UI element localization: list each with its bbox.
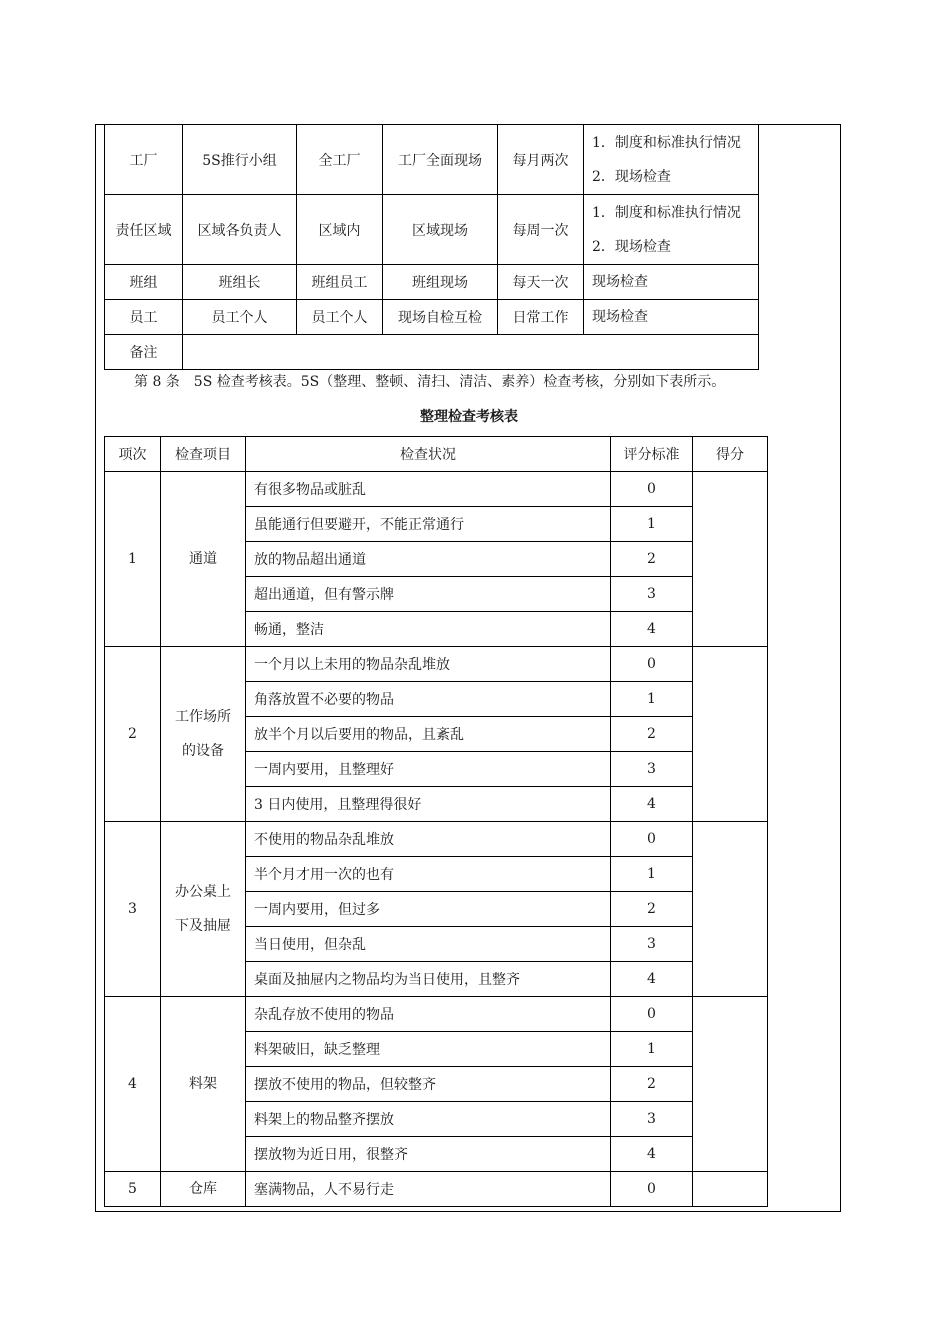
status-description: 角落放置不必要的物品 bbox=[246, 682, 611, 717]
status-description: 不使用的物品杂乱堆放 bbox=[246, 822, 611, 857]
table-row bbox=[105, 472, 768, 507]
item-number: 4 bbox=[105, 997, 161, 1172]
schedule-frequency: 每天一次 bbox=[498, 265, 584, 300]
status-description: 塞满物品，人不易行走 bbox=[246, 1172, 611, 1207]
standard-points: 1 bbox=[611, 507, 693, 542]
item-name-line: 通道 bbox=[189, 551, 217, 567]
schedule-scope: 区域内 bbox=[297, 195, 383, 265]
item-number: 2 bbox=[105, 647, 161, 822]
item-name-line: 办公桌上 bbox=[175, 884, 231, 900]
standard-points: 1 bbox=[611, 682, 693, 717]
schedule-content bbox=[584, 195, 759, 265]
content-line: 现场检查 bbox=[592, 309, 648, 325]
status-description: 3 日内使用，且整理得很好 bbox=[246, 787, 611, 822]
inspection-schedule-table bbox=[104, 124, 759, 370]
schedule-object: 工厂全面现场 bbox=[383, 125, 498, 195]
standard-points: 4 bbox=[611, 962, 693, 997]
content-line: 2．现场检查 bbox=[592, 168, 671, 185]
standard-points: 3 bbox=[611, 1102, 693, 1137]
standard-points: 1 bbox=[611, 1032, 693, 1067]
standard-points: 3 bbox=[611, 577, 693, 612]
header-no: 项次 bbox=[105, 437, 161, 472]
status-description: 桌面及抽屉内之物品均为当日使用，且整齐 bbox=[246, 962, 611, 997]
schedule-row bbox=[105, 195, 759, 265]
table-row bbox=[105, 647, 768, 682]
item-name-line: 工作场所 bbox=[175, 709, 231, 725]
table-title: 整理检查考核表 bbox=[420, 409, 518, 425]
schedule-level: 工厂 bbox=[105, 125, 183, 195]
content-line: 2．现场检查 bbox=[592, 238, 671, 255]
score-cell bbox=[693, 472, 768, 647]
item-name-line: 料架 bbox=[189, 1076, 217, 1092]
content-line: 1．制度和标准执行情况 bbox=[592, 204, 741, 221]
status-description: 放半个月以后要用的物品，且紊乱 bbox=[246, 717, 611, 752]
status-description: 一周内要用，但过多 bbox=[246, 892, 611, 927]
standard-points: 0 bbox=[611, 472, 693, 507]
schedule-row bbox=[105, 125, 759, 195]
score-cell bbox=[693, 997, 768, 1172]
remark-value bbox=[183, 335, 759, 370]
item-name bbox=[161, 997, 246, 1172]
schedule-content bbox=[584, 125, 759, 195]
status-description: 有很多物品或脏乱 bbox=[246, 472, 611, 507]
header-standard: 评分标准 bbox=[611, 437, 693, 472]
item-number: 5 bbox=[105, 1172, 161, 1207]
status-description: 虽能通行但要避开，不能正常通行 bbox=[246, 507, 611, 542]
standard-points: 0 bbox=[611, 822, 693, 857]
remark-row bbox=[105, 335, 759, 370]
score-cell bbox=[693, 647, 768, 822]
standard-points: 4 bbox=[611, 612, 693, 647]
score-cell bbox=[693, 1172, 768, 1207]
schedule-level: 责任区域 bbox=[105, 195, 183, 265]
status-description: 摆放不使用的物品，但较整齐 bbox=[246, 1067, 611, 1102]
item-name bbox=[161, 647, 246, 822]
schedule-executor: 区域各负责人 bbox=[183, 195, 297, 265]
standard-points: 0 bbox=[611, 1172, 693, 1207]
schedule-scope: 员工个人 bbox=[297, 300, 383, 335]
content-line: 1．制度和标准执行情况 bbox=[592, 134, 741, 151]
table-row bbox=[105, 997, 768, 1032]
standard-points: 2 bbox=[611, 1067, 693, 1102]
status-description: 半个月才用一次的也有 bbox=[246, 857, 611, 892]
schedule-frequency: 每周一次 bbox=[498, 195, 584, 265]
status-description: 当日使用，但杂乱 bbox=[246, 927, 611, 962]
status-description: 一周内要用，且整理好 bbox=[246, 752, 611, 787]
standard-points: 2 bbox=[611, 542, 693, 577]
schedule-level: 班组 bbox=[105, 265, 183, 300]
item-name-line: 下及抽屉 bbox=[175, 918, 231, 934]
schedule-scope: 全工厂 bbox=[297, 125, 383, 195]
remark-label: 备注 bbox=[105, 335, 183, 370]
status-description: 放的物品超出通道 bbox=[246, 542, 611, 577]
score-cell bbox=[693, 822, 768, 997]
schedule-scope: 班组员工 bbox=[297, 265, 383, 300]
item-name bbox=[161, 1172, 246, 1207]
item-number: 1 bbox=[105, 472, 161, 647]
status-description: 畅通，整洁 bbox=[246, 612, 611, 647]
item-name bbox=[161, 822, 246, 997]
standard-points: 3 bbox=[611, 927, 693, 962]
schedule-executor: 班组长 bbox=[183, 265, 297, 300]
schedule-frequency: 每月两次 bbox=[498, 125, 584, 195]
article-text: 第 8 条 5S 检查考核表。5S（整理、整顿、清扫、清洁、素养）检查考核，分别如下表所示。 bbox=[134, 374, 726, 390]
schedule-object: 区域现场 bbox=[383, 195, 498, 265]
schedule-object: 班组现场 bbox=[383, 265, 498, 300]
status-description: 料架破旧，缺乏整理 bbox=[246, 1032, 611, 1067]
status-description: 一个月以上未用的物品杂乱堆放 bbox=[246, 647, 611, 682]
item-name-line: 仓库 bbox=[189, 1181, 217, 1197]
status-description: 杂乱存放不使用的物品 bbox=[246, 997, 611, 1032]
header-row bbox=[105, 437, 768, 472]
header-score: 得分 bbox=[693, 437, 768, 472]
status-description: 摆放物为近日用，很整齐 bbox=[246, 1137, 611, 1172]
schedule-level: 员工 bbox=[105, 300, 183, 335]
schedule-row bbox=[105, 265, 759, 300]
standard-points: 1 bbox=[611, 857, 693, 892]
table-row bbox=[105, 822, 768, 857]
item-name-line: 的设备 bbox=[182, 743, 224, 759]
standard-points: 0 bbox=[611, 647, 693, 682]
content-line: 现场检查 bbox=[592, 274, 648, 290]
header-item: 检查项目 bbox=[161, 437, 246, 472]
standard-points: 4 bbox=[611, 787, 693, 822]
schedule-object: 现场自检互检 bbox=[383, 300, 498, 335]
status-description: 料架上的物品整齐摆放 bbox=[246, 1102, 611, 1137]
standard-points: 0 bbox=[611, 997, 693, 1032]
status-description: 超出通道，但有警示牌 bbox=[246, 577, 611, 612]
standard-points: 4 bbox=[611, 1137, 693, 1172]
item-number: 3 bbox=[105, 822, 161, 997]
sort-inspection-table bbox=[104, 436, 768, 1207]
item-name bbox=[161, 472, 246, 647]
schedule-content bbox=[584, 265, 759, 300]
schedule-content bbox=[584, 300, 759, 335]
standard-points: 3 bbox=[611, 752, 693, 787]
schedule-executor: 5S推行小组 bbox=[183, 125, 297, 195]
table-row bbox=[105, 1172, 768, 1207]
schedule-frequency: 日常工作 bbox=[498, 300, 584, 335]
standard-points: 2 bbox=[611, 892, 693, 927]
schedule-row bbox=[105, 300, 759, 335]
schedule-executor: 员工个人 bbox=[183, 300, 297, 335]
header-status: 检查状况 bbox=[246, 437, 611, 472]
standard-points: 2 bbox=[611, 717, 693, 752]
